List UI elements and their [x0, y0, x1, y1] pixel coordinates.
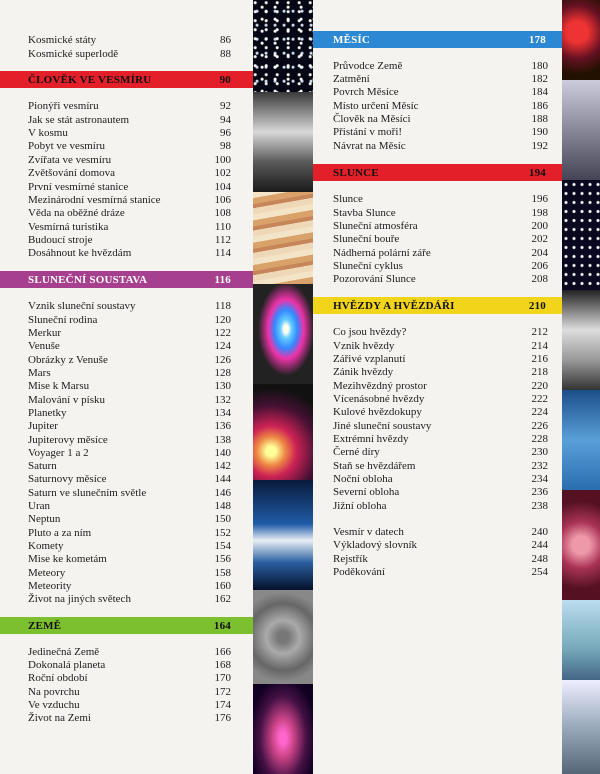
entry-page: 118: [214, 300, 231, 312]
entry-title: Saturnovy měsíce: [28, 473, 107, 485]
entry-page: 244: [531, 539, 548, 551]
toc-entry: [333, 139, 548, 153]
entry-title: V kosmu: [28, 127, 68, 139]
entry-title: Saturn: [28, 460, 57, 472]
toc-entry: [333, 405, 548, 419]
entry-title: Budoucí stroje: [28, 234, 93, 246]
toc-entry: [28, 206, 231, 220]
toc-entry: [28, 113, 231, 127]
entry-page: 160: [214, 580, 231, 592]
entry-title: Jižní obloha: [333, 500, 387, 512]
entry-page: 192: [531, 140, 548, 152]
entry-title: Malování v písku: [28, 394, 105, 406]
toc-entry: [333, 472, 548, 486]
entry-title: Sluneční cyklus: [333, 260, 403, 272]
toc-entry: [28, 126, 231, 140]
toc-entry: [28, 685, 231, 699]
entry-title: Výkladový slovník: [333, 539, 418, 551]
entry-page: 128: [214, 367, 231, 379]
toc-entry: [28, 658, 231, 672]
entry-title: Uran: [28, 500, 50, 512]
entry-page: 166: [214, 646, 231, 658]
entry-title: Merkur: [28, 327, 61, 339]
toc-entry: [333, 485, 548, 499]
entry-page: 92: [220, 100, 231, 112]
toc-entry: [333, 499, 548, 513]
entry-page: 234: [531, 473, 548, 485]
toc-entry-appendix: [333, 538, 548, 552]
section-heading-clovek: [0, 71, 253, 88]
section-page: 90: [219, 73, 231, 86]
toc-entry: [28, 526, 231, 540]
entry-title: Severní obloha: [333, 486, 400, 498]
entry-page: 108: [214, 207, 231, 219]
toc-entry: [28, 393, 231, 407]
toc-entry: [28, 139, 231, 153]
entry-title: Rejstřík: [333, 553, 368, 565]
entry-title: Co jsou hvězdy?: [333, 326, 407, 338]
section-page: 194: [528, 166, 546, 179]
entry-title: Černé díry: [333, 446, 380, 458]
toc-entry: [28, 153, 231, 167]
earth-orbit-photo: [253, 480, 313, 590]
entry-title: Meteority: [28, 580, 72, 592]
toc-entry: [28, 446, 231, 460]
entry-title: Pobyt ve vesmíru: [28, 140, 105, 152]
toc-entry: [28, 353, 231, 367]
entry-title: Jedinečná Země: [28, 646, 100, 658]
astronaut-photo: [253, 92, 313, 192]
entry-page: 186: [531, 100, 548, 112]
toc-entry: [28, 193, 231, 207]
entry-page: 226: [531, 420, 548, 432]
entry-page: 228: [531, 433, 548, 445]
toc-entry: [28, 539, 231, 553]
entry-page: 230: [531, 446, 548, 458]
entry-page: 104: [214, 181, 231, 193]
entry-page: 122: [214, 327, 231, 339]
entry-page: 238: [531, 500, 548, 512]
entry-title: Dokonalá planeta: [28, 659, 106, 671]
entry-page: 134: [214, 407, 231, 419]
radio-telescope-photo: [562, 80, 600, 180]
entry-page: 156: [214, 553, 231, 565]
entry-title: Jak se stát astronautem: [28, 114, 130, 126]
moon-footprint-photo: [253, 590, 313, 684]
entry-page: 220: [531, 380, 548, 392]
entry-page: 102: [214, 167, 231, 179]
entry-page: 138: [214, 434, 231, 446]
toc-entry: [333, 419, 548, 433]
toc-entry: [333, 99, 548, 113]
galaxy-photo: [562, 490, 600, 600]
entry-title: Staň se hvězdářem: [333, 460, 416, 472]
toc-entry: [28, 711, 231, 725]
entry-title: Nádherná polární záře: [333, 247, 431, 259]
entry-page: 222: [531, 393, 548, 405]
toc-entry: [333, 59, 548, 73]
toc-entry: [28, 326, 231, 340]
entry-title: Komety: [28, 540, 64, 552]
entry-title: Voyager 1 a 2: [28, 447, 89, 459]
entry-title: Mars: [28, 367, 51, 379]
section-title: HVĚZDY A HVĚZDÁŘI: [333, 299, 455, 312]
toc-entry: [333, 112, 548, 126]
entry-page: 170: [214, 672, 231, 684]
entry-page: 142: [214, 460, 231, 472]
entry-page: 94: [220, 114, 231, 126]
entry-title: Zvířata ve vesmíru: [28, 154, 112, 166]
entry-page: 150: [214, 513, 231, 525]
entry-title: Na povrchu: [28, 686, 80, 698]
toc-entry: [333, 459, 548, 473]
entry-page: 168: [214, 659, 231, 671]
toc-entry: [28, 592, 231, 606]
entry-page: 136: [214, 420, 231, 432]
entry-title: Zánik hvězdy: [333, 366, 394, 378]
toc-entry: [333, 432, 548, 446]
toc-entry: [28, 366, 231, 380]
entry-page: 114: [214, 247, 231, 259]
entry-page: 236: [531, 486, 548, 498]
entry-page: 88: [220, 48, 231, 60]
toc-entry-appendix: [333, 565, 548, 579]
entry-title: Zářivé vzplanutí: [333, 353, 406, 365]
photo-strip-middle: [253, 0, 313, 774]
entry-title: Sluneční rodina: [28, 314, 98, 326]
nebula-photo: [253, 284, 313, 384]
entry-page: 120: [214, 314, 231, 326]
earth-atmosphere-photo: [562, 390, 600, 490]
section-page: 210: [528, 299, 546, 312]
entry-page: 188: [531, 113, 548, 125]
entry-title: Kosmické superlodě: [28, 48, 119, 60]
section-title: ČLOVĚK VE VESMÍRU: [28, 73, 152, 86]
entry-page: 208: [531, 273, 548, 285]
entry-title: Extrémní hvězdy: [333, 433, 409, 445]
entry-title: Planetky: [28, 407, 67, 419]
section-title: SLUNEČNÍ SOUSTAVA: [28, 273, 148, 286]
entry-page: 126: [214, 354, 231, 366]
entry-page: 130: [214, 380, 231, 392]
entry-page: 212: [531, 326, 548, 338]
section-heading-slunce: [313, 164, 562, 181]
entry-title: Mise k Marsu: [28, 380, 90, 392]
entry-page: 240: [531, 526, 548, 538]
toc-entry-appendix: [333, 552, 548, 566]
entry-title: Vícenásobné hvězdy: [333, 393, 425, 405]
entry-title: Mise ke kometám: [28, 553, 107, 565]
toc-entry: [28, 579, 231, 593]
toc-entry: [28, 299, 231, 313]
section-page: 164: [213, 619, 231, 632]
entry-page: 162: [214, 593, 231, 605]
entry-title: Život na jiných světech: [28, 593, 131, 605]
entry-title: Mezihvězdný prostor: [333, 380, 427, 392]
entry-title: Poděkování: [333, 566, 385, 578]
entry-page: 148: [214, 500, 231, 512]
toc-entry: [333, 352, 548, 366]
entry-title: Stavba Slunce: [333, 207, 396, 219]
toc-entry: [333, 206, 548, 220]
entry-page: 198: [531, 207, 548, 219]
toc-entry: [333, 365, 548, 379]
entry-title: Pluto a za ním: [28, 527, 92, 539]
entry-title: Člověk na Měsíci: [333, 113, 411, 125]
toc-entry: [333, 232, 548, 246]
section-heading-mesic: [313, 31, 562, 48]
entry-title: Průvodce Země: [333, 60, 403, 72]
toc-entry: [28, 472, 231, 486]
entry-page: 96: [220, 127, 231, 139]
toc-entry: [28, 33, 231, 47]
entry-title: Venuše: [28, 340, 60, 352]
photo-strip-right: [562, 0, 600, 774]
entry-title: Jupiterovy měsíce: [28, 434, 108, 446]
entry-title: Slunce: [333, 193, 363, 205]
toc-entry: [333, 85, 548, 99]
section-page: 178: [528, 33, 546, 46]
entry-title: Život na Zemi: [28, 712, 91, 724]
toc-entry: [28, 512, 231, 526]
entry-page: 180: [531, 60, 548, 72]
entry-title: Obrázky z Venuše: [28, 354, 108, 366]
toc-entry: [28, 379, 231, 393]
entry-page: 182: [531, 73, 548, 85]
entry-page: 254: [531, 566, 548, 578]
toc-entry: [333, 392, 548, 406]
entry-title: První vesmírné stanice: [28, 181, 129, 193]
entry-page: 232: [531, 460, 548, 472]
toc-entry: [28, 552, 231, 566]
section-heading-zeme: [0, 617, 253, 634]
toc-entry: [28, 419, 231, 433]
toc-entry: [28, 47, 231, 61]
entry-page: 152: [214, 527, 231, 539]
entry-title: Pozorování Slunce: [333, 273, 416, 285]
section-heading-slunecni-soustava: [0, 271, 253, 288]
entry-page: 248: [531, 553, 548, 565]
toc-entry: [333, 219, 548, 233]
entry-title: Zatmění: [333, 73, 370, 85]
entry-title: Meteory: [28, 567, 66, 579]
entry-page: 176: [214, 712, 231, 724]
entry-page: 190: [531, 126, 548, 138]
entry-title: Vznik sluneční soustavy: [28, 300, 136, 312]
entry-title: Vesmírná turistika: [28, 221, 109, 233]
section-title: SLUNCE: [333, 166, 379, 179]
entry-page: 174: [214, 699, 231, 711]
toc-entry: [333, 272, 548, 286]
toc-entry: [333, 72, 548, 86]
toc-entry: [333, 192, 548, 206]
entry-page: 216: [531, 353, 548, 365]
entry-title: Pionýři vesmíru: [28, 100, 99, 112]
star-cluster-photo: [562, 180, 600, 290]
starfield-photo: [253, 0, 313, 92]
toc-entry: [28, 180, 231, 194]
toc-entry: [28, 645, 231, 659]
entry-page: 110: [214, 221, 231, 233]
toc-entry: [333, 125, 548, 139]
toc-entry: [28, 671, 231, 685]
entry-page: 184: [531, 86, 548, 98]
entry-page: 146: [214, 487, 231, 499]
entry-page: 106: [214, 194, 231, 206]
entry-title: Kosmické státy: [28, 34, 97, 46]
red-nebula-photo: [562, 0, 600, 80]
section-title: MĚSÍC: [333, 33, 371, 46]
entry-title: Sluneční atmosféra: [333, 220, 418, 232]
toc-entry: [28, 220, 231, 234]
entry-title: Ve vzduchu: [28, 699, 80, 711]
entry-title: Povrch Měsíce: [333, 86, 399, 98]
toc-entry: [28, 233, 231, 247]
entry-page: 140: [214, 447, 231, 459]
observatory-photo: [562, 680, 600, 774]
astronaut-portrait-photo: [562, 290, 600, 390]
toc-entry: [28, 566, 231, 580]
entry-page: 214: [531, 340, 548, 352]
toc-entry: [28, 246, 231, 260]
entry-title: Sluneční bouře: [333, 233, 400, 245]
entry-page: 112: [214, 234, 231, 246]
entry-title: Kulové hvězdokupy: [333, 406, 422, 418]
toc-entry: [333, 325, 548, 339]
section-title: ZEMĚ: [28, 619, 62, 632]
entry-page: 98: [220, 140, 231, 152]
entry-page: 206: [531, 260, 548, 272]
entry-title: Návrat na Měsíc: [333, 140, 406, 152]
toc-entry: [28, 459, 231, 473]
toc-entry: [28, 313, 231, 327]
section-page: 116: [214, 273, 231, 286]
star-cloud-photo: [253, 384, 313, 480]
sky-photo: [562, 600, 600, 680]
toc-entry: [333, 339, 548, 353]
entry-title: Noční obloha: [333, 473, 393, 485]
entry-page: 154: [214, 540, 231, 552]
entry-page: 86: [220, 34, 231, 46]
entry-title: Mezinárodní vesmírná stanice: [28, 194, 161, 206]
entry-page: 196: [531, 193, 548, 205]
toc-entry: [28, 406, 231, 420]
entry-title: Zvětšování domova: [28, 167, 116, 179]
entry-title: Věda na oběžné dráze: [28, 207, 125, 219]
entry-page: 144: [214, 473, 231, 485]
toc-entry: [333, 445, 548, 459]
entry-title: Vznik hvězdy: [333, 340, 395, 352]
entry-page: 204: [531, 247, 548, 259]
toc-entry: [28, 499, 231, 513]
entry-title: Roční období: [28, 672, 88, 684]
toc-entry: [28, 99, 231, 113]
toc-entry: [28, 339, 231, 353]
entry-title: Neptun: [28, 513, 61, 525]
toc-entry: [28, 166, 231, 180]
toc-entry: [28, 698, 231, 712]
pillar-nebula-photo: [253, 684, 313, 774]
toc-entry: [333, 379, 548, 393]
entry-title: Saturn ve slunečním světle: [28, 487, 147, 499]
toc-entry: [28, 486, 231, 500]
section-heading-hvezdy: [313, 297, 562, 314]
entry-title: Dosáhnout ke hvězdám: [28, 247, 132, 259]
jupiter-photo: [253, 192, 313, 284]
entry-title: Vesmír v datech: [333, 526, 404, 538]
toc-entry: [333, 259, 548, 273]
entry-title: Přistání v moři!: [333, 126, 403, 138]
entry-page: 132: [214, 394, 231, 406]
toc-entry-appendix: [333, 525, 548, 539]
entry-title: Jupiter: [28, 420, 58, 432]
entry-page: 200: [531, 220, 548, 232]
entry-title: Jiné sluneční soustavy: [333, 420, 432, 432]
entry-title: Místo určení Měsíc: [333, 100, 419, 112]
toc-entry: [333, 246, 548, 260]
toc-entry: [28, 433, 231, 447]
entry-page: 100: [214, 154, 231, 166]
entry-page: 218: [531, 366, 548, 378]
entry-page: 124: [214, 340, 231, 352]
entry-page: 202: [531, 233, 548, 245]
entry-page: 158: [214, 567, 231, 579]
entry-page: 172: [214, 686, 231, 698]
entry-page: 224: [531, 406, 548, 418]
